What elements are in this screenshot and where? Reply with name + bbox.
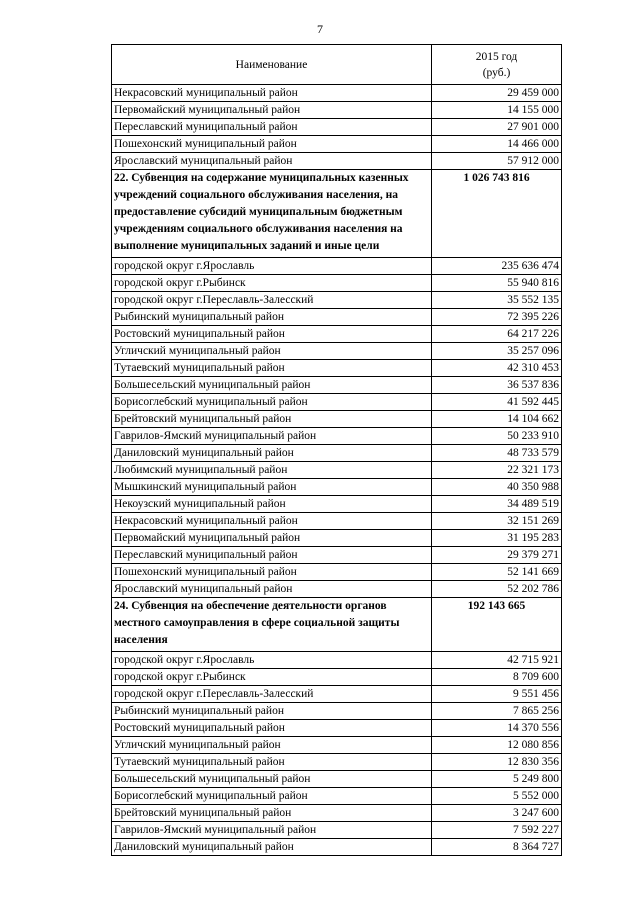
row-name: Большесельский муниципальный район	[112, 377, 432, 394]
row-name: Брейтовский муниципальный район	[112, 411, 432, 428]
table-row	[112, 686, 562, 703]
row-value: 31 195 283	[432, 530, 562, 547]
row-value: 48 733 579	[432, 445, 562, 462]
row-value: 5 552 000	[432, 788, 562, 805]
row-value: 22 321 173	[432, 462, 562, 479]
row-name: Ярославский муниципальный район	[112, 581, 432, 598]
page-number: 7	[317, 22, 323, 36]
row-value: 8 709 600	[432, 669, 562, 686]
row-value: 5 249 800	[432, 771, 562, 788]
section-header-row	[112, 170, 562, 258]
table-row	[112, 411, 562, 428]
row-value: 64 217 226	[432, 326, 562, 343]
table-row	[112, 737, 562, 754]
section-total: 192 143 665	[432, 598, 562, 652]
table-row	[112, 788, 562, 805]
row-name: городской округ г.Ярославль	[112, 652, 432, 669]
row-name: городской округ г.Переславль-Залесский	[112, 292, 432, 309]
table-header-row	[112, 45, 562, 85]
row-value: 14 155 000	[432, 102, 562, 119]
row-name: городской округ г.Ярославль	[112, 258, 432, 275]
row-value: 41 592 445	[432, 394, 562, 411]
row-value: 40 350 988	[432, 479, 562, 496]
row-name: Ростовский муниципальный район	[112, 326, 432, 343]
row-value: 3 247 600	[432, 805, 562, 822]
row-value: 29 459 000	[432, 85, 562, 102]
row-value: 12 080 856	[432, 737, 562, 754]
row-name: Тутаевский муниципальный район	[112, 360, 432, 377]
table-row	[112, 326, 562, 343]
row-value: 9 551 456	[432, 686, 562, 703]
row-value: 52 202 786	[432, 581, 562, 598]
row-name: Пошехонский муниципальный район	[112, 136, 432, 153]
header-name: Наименование	[112, 45, 432, 85]
row-value: 42 310 453	[432, 360, 562, 377]
row-name: Борисоглебский муниципальный район	[112, 394, 432, 411]
section-title: 22. Субвенция на содержание муниципальных казенных учреждений социального обслуживания населения, на предоставление субсидий муниципальным бюджетным учреждениям социального обслуживания населения на выполнение муниципальных заданий и иные цели	[112, 170, 432, 258]
row-name: Ярославский муниципальный район	[112, 153, 432, 170]
row-value: 8 364 727	[432, 839, 562, 856]
table-row	[112, 102, 562, 119]
row-value: 35 257 096	[432, 343, 562, 360]
table-row	[112, 258, 562, 275]
table-row	[112, 669, 562, 686]
row-name: Рыбинский муниципальный район	[112, 309, 432, 326]
row-name: Некоузский муниципальный район	[112, 496, 432, 513]
row-name: городской округ г.Рыбинск	[112, 669, 432, 686]
row-name: Некрасовский муниципальный район	[112, 85, 432, 102]
header-unit-label: (руб.)	[482, 66, 511, 79]
table-row	[112, 513, 562, 530]
row-value: 55 940 816	[432, 275, 562, 292]
row-name: Угличский муниципальный район	[112, 343, 432, 360]
table-row	[112, 360, 562, 377]
table-row	[112, 153, 562, 170]
row-name: Пошехонский муниципальный район	[112, 564, 432, 581]
row-name: городской округ г.Рыбинск	[112, 275, 432, 292]
table-row	[112, 136, 562, 153]
table-row	[112, 703, 562, 720]
row-name: Переславский муниципальный район	[112, 547, 432, 564]
table-row	[112, 85, 562, 102]
table-row	[112, 771, 562, 788]
row-name: Гаврилов-Ямский муниципальный район	[112, 428, 432, 445]
row-name: Борисоглебский муниципальный район	[112, 788, 432, 805]
header-year	[432, 45, 562, 85]
row-value: 32 151 269	[432, 513, 562, 530]
row-value: 35 552 135	[432, 292, 562, 309]
row-name: Гаврилов-Ямский муниципальный район	[112, 822, 432, 839]
row-value: 34 489 519	[432, 496, 562, 513]
row-value: 27 901 000	[432, 119, 562, 136]
table-row	[112, 822, 562, 839]
table-row	[112, 377, 562, 394]
table-row	[112, 581, 562, 598]
row-value: 36 537 836	[432, 377, 562, 394]
section-header-row	[112, 598, 562, 652]
table-row	[112, 652, 562, 669]
row-value: 235 636 474	[432, 258, 562, 275]
row-value: 42 715 921	[432, 652, 562, 669]
row-value: 50 233 910	[432, 428, 562, 445]
table-row	[112, 720, 562, 737]
row-value: 14 466 000	[432, 136, 562, 153]
row-name: городской округ г.Переславль-Залесский	[112, 686, 432, 703]
table-row	[112, 394, 562, 411]
row-value: 12 830 356	[432, 754, 562, 771]
table-row	[112, 839, 562, 856]
section-total: 1 026 743 816	[432, 170, 562, 258]
row-value: 7 865 256	[432, 703, 562, 720]
table-row	[112, 462, 562, 479]
table-row	[112, 530, 562, 547]
row-value: 7 592 227	[432, 822, 562, 839]
row-name: Даниловский муниципальный район	[112, 445, 432, 462]
row-name: Угличский муниципальный район	[112, 737, 432, 754]
row-name: Переславский муниципальный район	[112, 119, 432, 136]
table-row	[112, 805, 562, 822]
row-value: 57 912 000	[432, 153, 562, 170]
row-name: Некрасовский муниципальный район	[112, 513, 432, 530]
table-row	[112, 309, 562, 326]
row-name: Рыбинский муниципальный район	[112, 703, 432, 720]
row-name: Даниловский муниципальный район	[112, 839, 432, 856]
table-row	[112, 547, 562, 564]
header-year-label: 2015 год	[475, 50, 518, 63]
row-value: 14 370 556	[432, 720, 562, 737]
row-name: Мышкинский муниципальный район	[112, 479, 432, 496]
section-title: 24. Субвенция на обеспечение деятельности органов местного самоуправления в сфере социальной защиты населения	[112, 598, 432, 652]
row-value: 52 141 669	[432, 564, 562, 581]
table-row	[112, 479, 562, 496]
row-value: 72 395 226	[432, 309, 562, 326]
budget-table	[111, 44, 562, 856]
table-row	[112, 343, 562, 360]
table-row	[112, 292, 562, 309]
row-name: Ростовский муниципальный район	[112, 720, 432, 737]
row-value: 14 104 662	[432, 411, 562, 428]
table-row	[112, 754, 562, 771]
row-value: 29 379 271	[432, 547, 562, 564]
row-name: Большесельский муниципальный район	[112, 771, 432, 788]
row-name: Любимский муниципальный район	[112, 462, 432, 479]
table-body	[112, 85, 562, 856]
table-row	[112, 564, 562, 581]
row-name: Первомайский муниципальный район	[112, 102, 432, 119]
table-row	[112, 119, 562, 136]
table-row	[112, 445, 562, 462]
row-name: Тутаевский муниципальный район	[112, 754, 432, 771]
table-row	[112, 275, 562, 292]
table-row	[112, 428, 562, 445]
table-row	[112, 496, 562, 513]
row-name: Первомайский муниципальный район	[112, 530, 432, 547]
row-name: Брейтовский муниципальный район	[112, 805, 432, 822]
